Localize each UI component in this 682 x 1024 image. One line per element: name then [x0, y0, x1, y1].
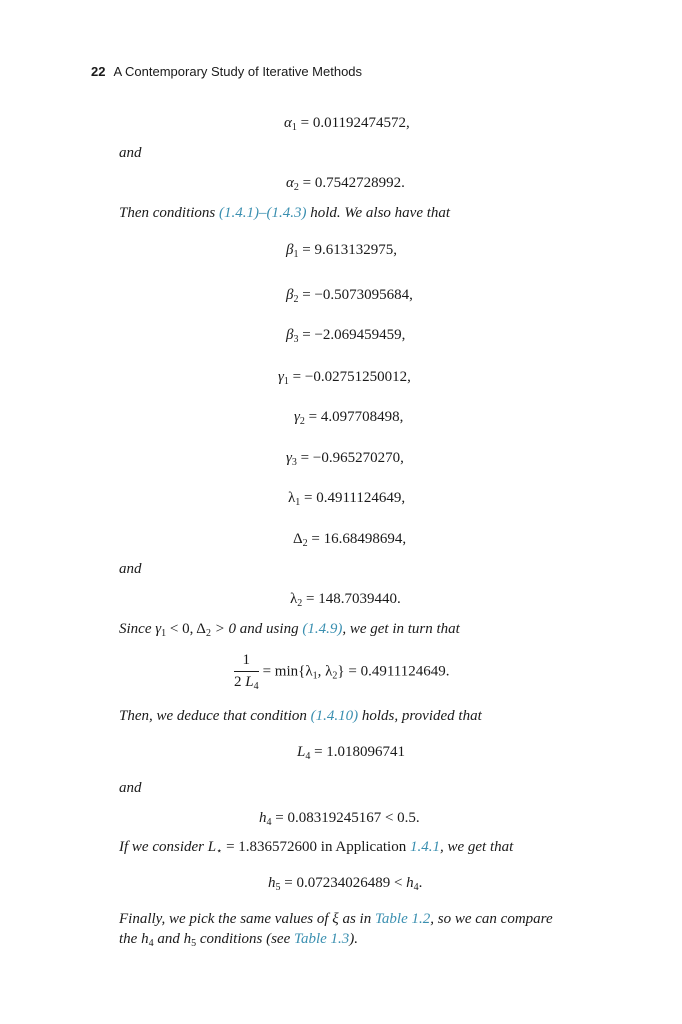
equation-delta2 [293, 531, 406, 549]
subscript: 1 [312, 670, 318, 682]
subscript: 5 [275, 882, 281, 893]
equation-alpha2 [286, 175, 405, 193]
symbol: L [297, 744, 306, 760]
value: = 0.08319245167 < 0.5. [271, 810, 420, 826]
paragraph-finally [119, 911, 553, 928]
equation-h4 [259, 810, 420, 828]
equation-lambda1 [288, 490, 405, 508]
text: If we consider L [119, 839, 217, 855]
subscript: 1 [293, 249, 299, 260]
subscript: 1 [295, 497, 301, 508]
subscript: 2 [293, 294, 299, 305]
symbol: γ [286, 450, 292, 466]
equation-fraction [234, 652, 449, 692]
denominator-coefficient: 2 [234, 674, 246, 690]
text: the h [119, 931, 149, 947]
running-header [91, 64, 362, 79]
paragraph-finally-cont [119, 931, 358, 949]
text: , we get that [439, 839, 514, 855]
text-and-2: and [119, 561, 142, 577]
subscript: 4 [148, 938, 154, 949]
value: = 148.7039440. [302, 591, 401, 607]
equation-L4 [297, 744, 405, 762]
symbol: β [286, 287, 294, 303]
subscript: 1 [161, 628, 167, 639]
equation-beta3 [286, 327, 405, 345]
text-and-3: and [119, 780, 142, 796]
text: Then, we deduce that condition [119, 708, 311, 724]
subscript: 2 [299, 416, 305, 427]
value: } = 0.4911124649. [337, 663, 450, 680]
value: = 1.018096741 [310, 744, 406, 760]
text: holds, provided that [358, 708, 482, 724]
subscript: 4 [305, 751, 311, 762]
paragraph-conditions [119, 205, 450, 222]
symbol: λ [290, 591, 298, 607]
text: < 0, Δ [166, 621, 206, 637]
text: ). [349, 931, 359, 947]
equation-alpha1 [284, 115, 410, 133]
symbol: γ [294, 409, 300, 425]
text: Finally, we pick the same values of ξ as in [119, 911, 375, 927]
value: = −2.069459459, [298, 327, 406, 343]
paragraph-deduce [119, 708, 482, 725]
equation-beta2 [286, 287, 413, 305]
symbol: β [286, 242, 294, 258]
text: . [418, 875, 423, 891]
text: conditions (see [196, 931, 294, 947]
equation-gamma1 [278, 369, 411, 387]
subscript: 2 [302, 538, 308, 549]
text: , λ [317, 663, 333, 680]
symbol: h [406, 875, 414, 891]
value: = 0.07234026489 < [280, 875, 407, 891]
value: = −0.02751250012, [288, 369, 411, 385]
symbol: L [245, 674, 254, 690]
value: = 4.097708498, [304, 409, 404, 425]
equation-link[interactable]: (1.4.1)–(1.4.3) [219, 205, 307, 221]
text: = min{λ [262, 663, 313, 680]
subscript: 1 [291, 122, 297, 133]
subscript: 1 [283, 376, 289, 387]
value: = −0.5073095684, [298, 287, 413, 303]
symbol: h [259, 810, 267, 826]
text: = 1.836572600 in Application [222, 839, 410, 855]
subscript: 4 [413, 882, 419, 893]
subscript: 2 [297, 598, 303, 609]
subscript: 5 [191, 938, 197, 949]
equation-beta1 [286, 242, 397, 260]
text: > 0 and using [210, 621, 303, 637]
value: = −0.965270270, [296, 450, 404, 466]
fraction [234, 652, 259, 692]
symbol: Δ [293, 531, 303, 547]
symbol: λ [288, 490, 296, 506]
book-title: A Contemporary Study of Iterative Methods [113, 64, 363, 79]
text: , so we can compare [430, 911, 553, 927]
text: , we get in turn that [342, 621, 460, 637]
page-number: 22 [91, 64, 106, 79]
symbol: γ [278, 369, 284, 385]
text: Since γ [119, 621, 162, 637]
paragraph-consider [119, 839, 513, 857]
text: hold. We also have that [306, 205, 451, 221]
subscript: ⋆ [216, 846, 223, 857]
value: = 16.68498694, [307, 531, 407, 547]
table-link[interactable]: Table 1.2 [374, 911, 431, 927]
subscript: 2 [332, 670, 338, 682]
value: = 0.01192474572, [296, 115, 410, 131]
equation-gamma3 [286, 450, 404, 468]
subscript: 2 [293, 182, 299, 193]
equation-link[interactable]: (1.4.9) [302, 621, 343, 637]
value: = 0.4911124649, [300, 490, 406, 506]
value: = 0.7542728992. [298, 175, 405, 191]
text-and-1: and [119, 145, 142, 161]
symbol: α [284, 115, 292, 131]
table-link[interactable]: Table 1.3 [293, 931, 350, 947]
subscript: 4 [266, 817, 272, 828]
denominator [234, 672, 259, 692]
equation-h5 [268, 875, 422, 893]
equation-gamma2 [294, 409, 403, 427]
subscript: 4 [253, 681, 259, 692]
text: and h [153, 931, 192, 947]
symbol: β [286, 327, 294, 343]
equation-lambda2 [290, 591, 401, 609]
numerator: 1 [234, 652, 259, 672]
symbol: α [286, 175, 294, 191]
subscript: 3 [291, 457, 297, 468]
equation-link[interactable]: (1.4.10) [310, 708, 359, 724]
application-link[interactable]: 1.4.1 [409, 839, 440, 855]
text: Then conditions [119, 205, 219, 221]
subscript: 2 [205, 628, 211, 639]
subscript: 3 [293, 334, 299, 345]
paragraph-since [119, 621, 460, 639]
value: = 9.613132975, [298, 242, 397, 258]
symbol: h [268, 875, 276, 891]
